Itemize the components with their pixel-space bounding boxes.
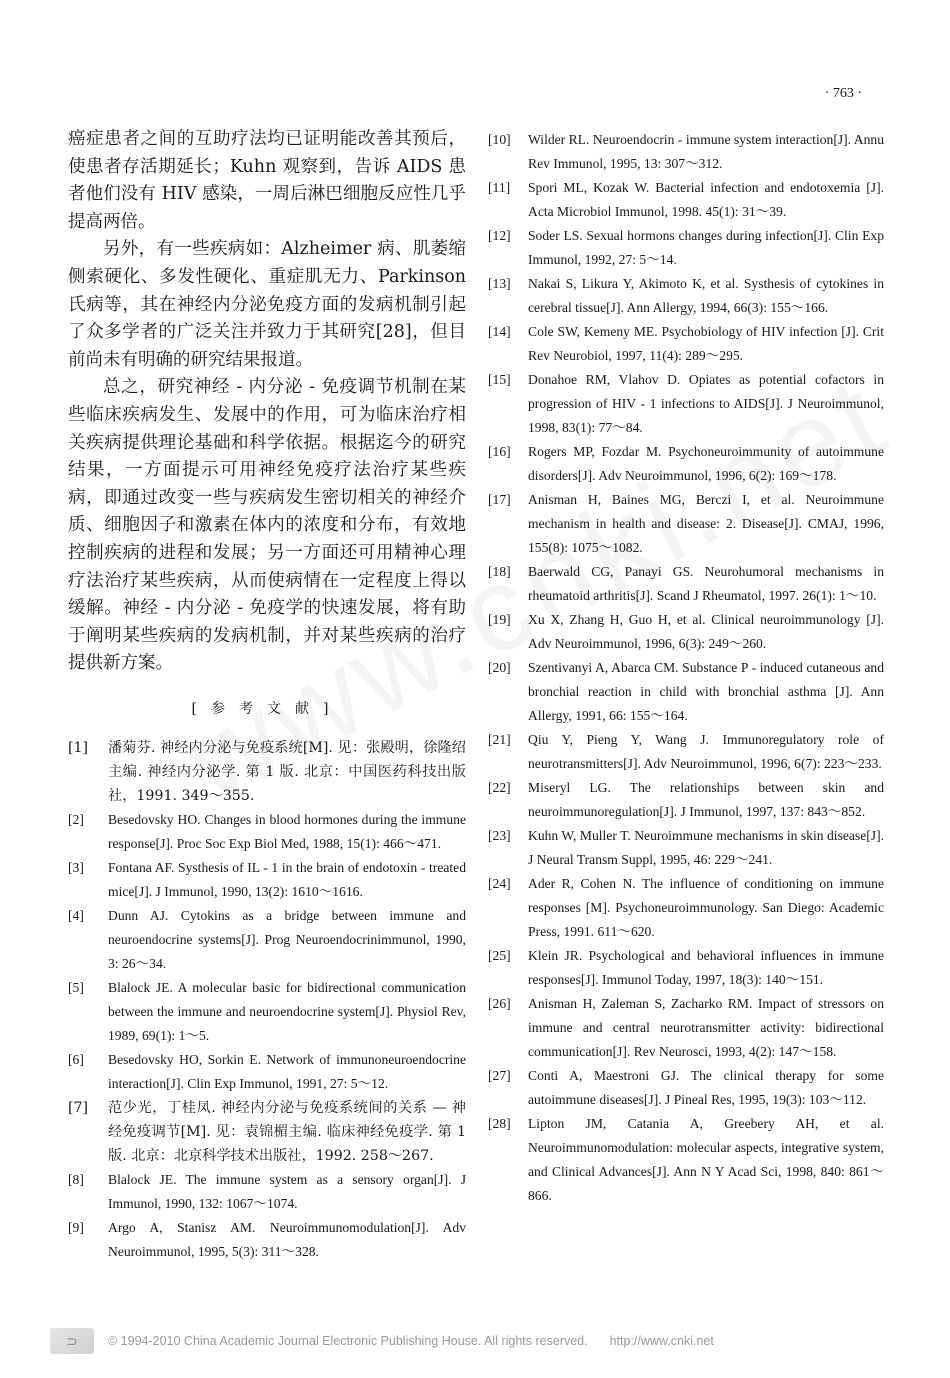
reference-number: [24] (488, 876, 511, 891)
reference-item (488, 872, 884, 944)
reference-number: [3] (68, 859, 84, 875)
reference-text: Besedovsky HO. Changes in blood hormones during the immune response[J]. Proc Soc Exp Biol Med, 1988, 15(1): 466～471. (108, 811, 466, 851)
reference-text: Rogers MP, Fozdar M. Psychoneuroimmunity of autoimmune disorders[J]. Adv Neuroimmunol, 1996, 6(2): 169～178. (528, 444, 884, 483)
reference-text: Blalock JE. A molecular basic for bidirectional communication between the immune and neuroendocrine system[J]. Physiol Rev, 1989, 69(1): 1～5. (108, 979, 466, 1043)
reference-text: Argo A, Stanisz AM. Neuroimmunomodulation[J]. Adv Neuroimmunol, 1995, 5(3): 311～328. (108, 1219, 466, 1259)
reference-text: Szentivanyi A, Abarca CM. Substance P - induced cutaneous and bronchial reaction in child with bronchial asthma [J]. Ann Allergy, 1991, 66: 155～164. (528, 660, 884, 723)
reference-item (488, 776, 884, 824)
cnki-logo-icon: ⊃ (50, 1328, 94, 1354)
reference-number: [17] (488, 492, 511, 507)
reference-text: Conti A, Maestroni GJ. The clinical therapy for some autoimmune diseases[J]. J Pineal Res, 1995, 19(3): 103～112. (528, 1068, 884, 1107)
reference-number: [18] (488, 564, 511, 579)
reference-text: Miseryl LG. The relationships between skin and neuroimmunoregulation[J]. J Immunol, 1997, 137: 843～852. (528, 780, 884, 819)
left-column (68, 126, 466, 1264)
reference-item (488, 320, 884, 368)
reference-item (488, 560, 884, 608)
reference-number: [5] (68, 979, 84, 995)
reference-item (488, 1112, 884, 1208)
reference-number: [25] (488, 948, 511, 963)
reference-text: Xu X, Zhang H, Guo H, et al. Clinical neuroimmunology [J]. Adv Neuroimmunol, 1996, 6(3): 249～260. (528, 612, 884, 651)
reference-text: Donahoe RM, Vlahov D. Opiates as potential cofactors in progression of HIV - 1 infections to AIDS[J]. J Neuroimmunol, 1998, 83(1): 77～84. (528, 372, 884, 435)
reference-text: Besedovsky HO, Sorkin E. Network of immunoneuroendocrine interaction[J]. Clin Exp Immunol, 1991, 27: 5～12. (108, 1051, 466, 1091)
reference-item (68, 1168, 466, 1216)
copyright-text: © 1994-2010 China Academic Journal Electronic Publishing House. All rights reserved. (108, 1334, 588, 1348)
reference-number: [4] (68, 907, 84, 923)
reference-text: Kuhn W, Muller T. Neuroimmune mechanisms in skin disease[J]. J Neural Transm Suppl, 1995, 46: 229～241. (528, 828, 884, 867)
reference-item (488, 656, 884, 728)
reference-text: Cole SW, Kemeny ME. Psychobiology of HIV infection [J]. Crit Rev Neurobiol, 1997, 11(4): 289～295. (528, 324, 884, 363)
reference-number: [11] (488, 180, 511, 195)
reference-text: Klein JR. Psychological and behavioral influences in immune responses[J]. Immunol Today, 1997, 18(3): 140～151. (528, 948, 884, 987)
reference-item (68, 1216, 466, 1264)
reference-number: [13] (488, 276, 511, 291)
reference-text: 潘菊芬. 神经内分泌与免疫系统[M]. 见：张殿明，徐隆绍主编. 神经内分泌学. 第 1 版. 北京：中国医药科技出版社，1991. 349～355. (108, 739, 466, 804)
body-paragraph: 癌症患者之间的互助疗法均已证明能改善其预后，使患者存活期延长；Kuhn 观察到，告诉 AIDS 患者他们没有 HIV 感染，一周后淋巴细胞反应性几乎提高两倍。 (68, 129, 466, 232)
reference-item (488, 728, 884, 776)
reference-number: [8] (68, 1171, 84, 1187)
reference-number: [12] (488, 228, 511, 243)
reference-item (68, 808, 466, 856)
reference-text: Blalock JE. The immune system as a sensory organ[J]. J Immunol, 1990, 132: 1067～1074. (108, 1171, 466, 1211)
reference-number: [23] (488, 828, 511, 843)
reference-item (488, 440, 884, 488)
reference-number: [20] (488, 660, 511, 675)
reference-number: [6] (68, 1051, 84, 1067)
reference-text: Spori ML, Kozak W. Bacterial infection and endotoxemia [J]. Acta Microbiol Immunol, 1998. 45(1): 31～39. (528, 180, 884, 219)
reference-number: [15] (488, 372, 511, 387)
reference-number: [14] (488, 324, 511, 339)
references-heading: [参考文献] (191, 700, 343, 717)
reference-item (488, 1064, 884, 1112)
reference-text: Nakai S, Likura Y, Akimoto K, et al. Systhesis of cytokines in cerebral tissue[J]. Ann Allergy, 1994, 66(3): 155～166. (528, 276, 884, 315)
footer (50, 1326, 910, 1356)
reference-number: [2] (68, 811, 84, 827)
reference-text: Soder LS. Sexual hormons changes during infection[J]. Clin Exp Immunol, 1992, 27: 5～14. (528, 228, 884, 267)
reference-text: 范少光，丁桂凤. 神经内分泌与免疫系统间的关系 — 神经免疫调节[M]. 见：袁锦楣主编. 临床神经免疫学. 第 1 版. 北京：北京科学技术出版社，1992. 258～267. (108, 1099, 466, 1164)
reference-item (488, 224, 884, 272)
reference-number: [22] (488, 780, 511, 795)
body-paragraph: 总之，研究神经 - 内分泌 - 免疫调节机制在某些临床疾病发生、发展中的作用，可为临床治疗相关疾病提供理论基础和科学依据。根据迄今的研究结果，一方面提示可用神经免疫疗法治疗某些疾病，即通过改变一些与疾病发生密切相关的神经介质、细胞因子和激素在体内的浓度和分布，有效地控制疾病的进程和发展；另一方面还可用精神心理疗法治疗某些疾病，从而使病情在一定程度上得以缓解。神经 - 内分泌 - 免疫学的快速发展，将有助于阐明某些疾病的发病机制，并对某些疾病的治疗提供新方案。 (68, 377, 466, 674)
reference-list-right (488, 128, 884, 1208)
reference-item (488, 176, 884, 224)
footer-url-link[interactable]: http://www.cnki.net (609, 1334, 714, 1348)
reference-item (68, 904, 466, 976)
reference-number: [16] (488, 444, 511, 459)
reference-number: [7] (68, 1099, 89, 1116)
reference-text: Dunn AJ. Cytokins as a bridge between immune and neuroendocrine systems[J]. Prog Neuroendocrinimmunol, 1990, 3: 26～34. (108, 907, 466, 971)
reference-text: Wilder RL. Neuroendocrin - immune system interaction[J]. Annu Rev Immunol, 1995, 13: 307～312. (528, 132, 884, 171)
reference-text: Qiu Y, Pieng Y, Wang J. Immunoregulatory role of neurotransmitters[J]. Adv Neuroimmunol, 1996, 6(7): 223～233. (528, 732, 884, 771)
reference-item (488, 368, 884, 440)
reference-number: [1] (68, 739, 89, 756)
reference-item (68, 736, 466, 808)
page-number: · 763 · (824, 86, 862, 101)
reference-item (488, 944, 884, 992)
reference-number: [10] (488, 132, 511, 147)
reference-item (68, 976, 466, 1048)
reference-text: Baerwald CG, Panayi GS. Neurohumoral mechanisms in rheumatoid arthritis[J]. Scand J Rheumatol, 1997. 26(1): 1～10. (528, 564, 884, 603)
reference-item (488, 128, 884, 176)
reference-item (488, 272, 884, 320)
reference-number: [21] (488, 732, 511, 747)
body-paragraph: 另外，有一些疾病如：Alzheimer 病、肌萎缩侧索硬化、多发性硬化、重症肌无力、Parkinson 氏病等，其在神经内分泌免疫方面的发病机制引起了众多学者的广泛关注并致力于其研究[28]，但目前尚未有明确的研究结果报道。 (68, 239, 466, 370)
reference-number: [9] (68, 1219, 84, 1235)
reference-item (488, 608, 884, 656)
reference-item (68, 1096, 466, 1168)
reference-number: [27] (488, 1068, 511, 1083)
reference-list-left (68, 736, 466, 1264)
reference-item (68, 856, 466, 904)
reference-item (488, 824, 884, 872)
reference-item (68, 1048, 466, 1096)
reference-item (488, 488, 884, 560)
reference-number: [19] (488, 612, 511, 627)
reference-text: Lipton JM, Catania A, Greebery AH, et al. Neuroimmunomodulation: molecular aspects, integrative system, and Clinical Advances[J]. Ann N Y Acad Sci, 1998, 840: 861～866. (528, 1116, 884, 1203)
reference-number: [28] (488, 1116, 511, 1131)
reference-number: [26] (488, 996, 511, 1011)
reference-item (488, 992, 884, 1064)
reference-text: Anisman H, Zaleman S, Zacharko RM. Impact of stressors on immune and central neurotransmitter activity: bidirectional communication[J]. Rev Neurosci, 1993, 4(2): 147～158. (528, 996, 884, 1059)
reference-text: Anisman H, Baines MG, Berczi I, et al. Neuroimmune mechanism in health and disease: 2. Disease[J]. CMAJ, 1996, 155(8): 1075～1082. (528, 492, 884, 555)
reference-text: Ader R, Cohen N. The influence of conditioning on immune responses [M]. Psychoneuroimmunology. San Diego: Academic Press, 1991. 611～620. (528, 876, 884, 939)
reference-text: Fontana AF. Systhesis of IL - 1 in the brain of endotoxin - treated mice[J]. J Immunol, 1990, 13(2): 1610～1616. (108, 859, 466, 899)
right-column (488, 128, 884, 1208)
